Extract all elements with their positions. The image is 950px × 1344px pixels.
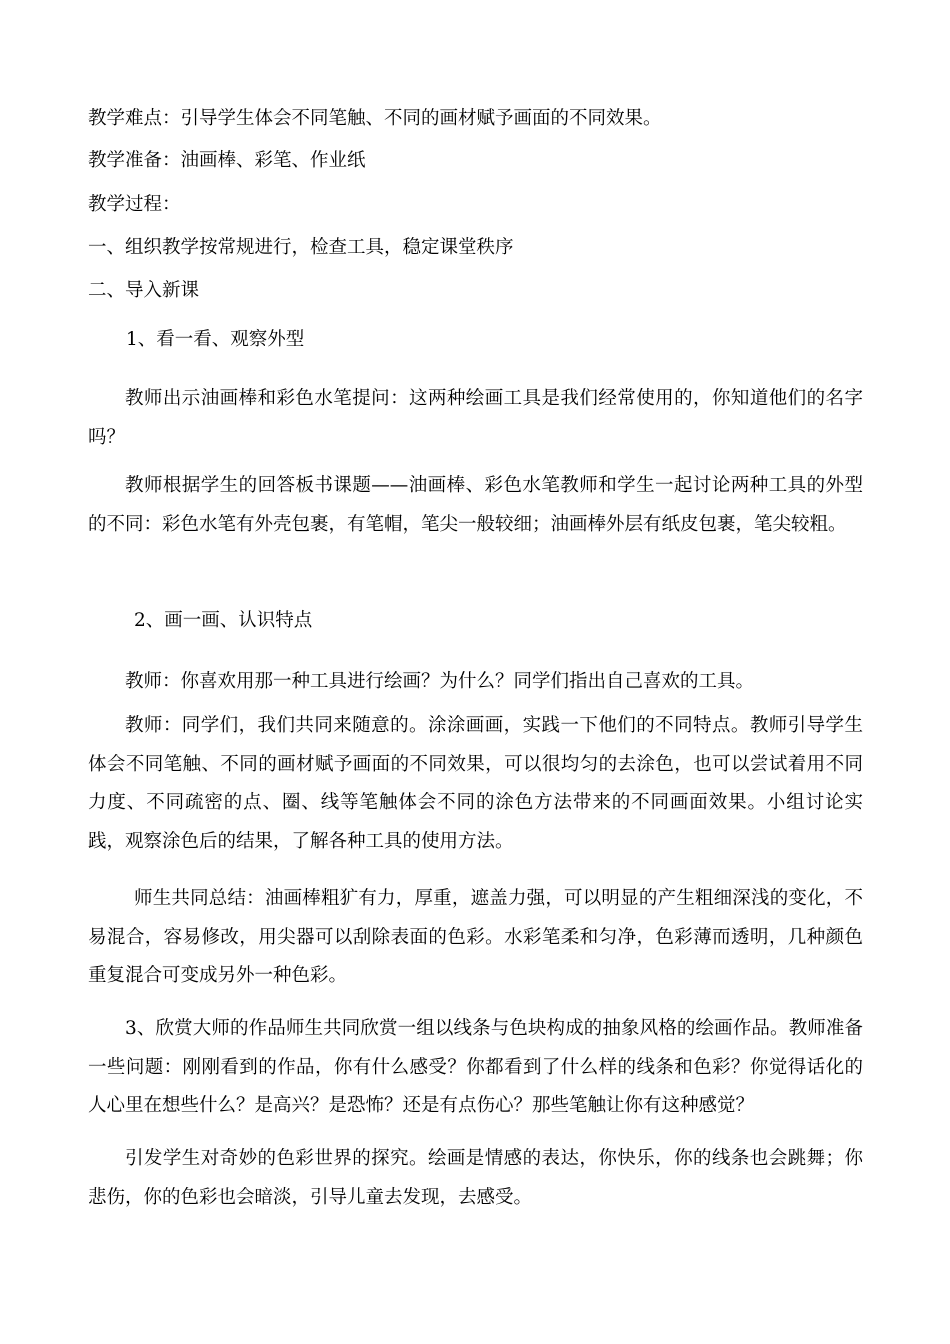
- paragraph-summary: 师生共同总结：油画棒粗犷有力，厚重，遮盖力强，可以明显的产生粗细深浅的变化，不易混合，容易修改，用尖器可以刮除表面的色彩。水彩笔柔和匀净，色彩薄而透明，几种颜色重复混合可变成另外一种色彩。: [88, 888, 863, 986]
- teaching-difficulty-line: 教学难点：引导学生体会不同笔触、不同的画材赋予画面的不同效果。: [88, 108, 662, 129]
- paragraph-teacher-practice: 教师：同学们，我们共同来随意的。涂涂画画，实践一下他们的不同特点。教师引导学生体会不同笔触、不同的画材赋予画面的不同效果，可以很均匀的去涂色，也可以尝试着用不同力度、不同疏密的点、圈、线等笔触体会不同的涂色方法带来的不同画面效果。小组讨论实践，观察涂色后的结果，了解各种工具的使用方法。: [88, 715, 863, 852]
- teaching-process-heading: 教学过程：: [88, 194, 181, 215]
- sub-heading-observe: 1、看一看、观察外型: [126, 329, 305, 350]
- teaching-preparation-line: 教学准备：油画棒、彩笔、作业纸: [88, 150, 366, 171]
- step-two-heading: 二、导入新课: [88, 280, 200, 301]
- paragraph-teacher-ask: 教师：你喜欢用那一种工具进行绘画？为什么？同学们指出自己喜欢的工具。: [125, 671, 755, 692]
- paragraph-appreciate: 3、欣赏大师的作品师生共同欣赏一组以线条与色块构成的抽象风格的绘画作品。教师准备一些问题：刚刚看到的作品，你有什么感受？你都看到了什么样的线条和色彩？你觉得话化的人心里在想些什么？是高兴？是恐怖？还是有点伤心？那些笔触让你有这种感觉？: [88, 1018, 863, 1116]
- paragraph-inspire: 引发学生对奇妙的色彩世界的探究。绘画是情感的表达，你快乐，你的线条也会跳舞；你悲伤，你的色彩也会暗淡，引导儿童去发现，去感受。: [88, 1148, 863, 1208]
- paragraph-show-tools: 教师出示油画棒和彩色水笔提问：这两种绘画工具是我们经常使用的，你知道他们的名字吗？: [88, 388, 863, 448]
- paragraph-board-title: 教师根据学生的回答板书课题——油画棒、彩色水笔教师和学生一起讨论两种工具的外型的不同：彩色水笔有外壳包裹，有笔帽，笔尖一般较细；油画棒外层有纸皮包裹，笔尖较粗。: [88, 475, 863, 535]
- step-one-line: 一、组织教学按常规进行，检查工具，稳定课堂秩序: [88, 237, 514, 258]
- sub-heading-draw: 2、画一画、认识特点: [134, 610, 313, 631]
